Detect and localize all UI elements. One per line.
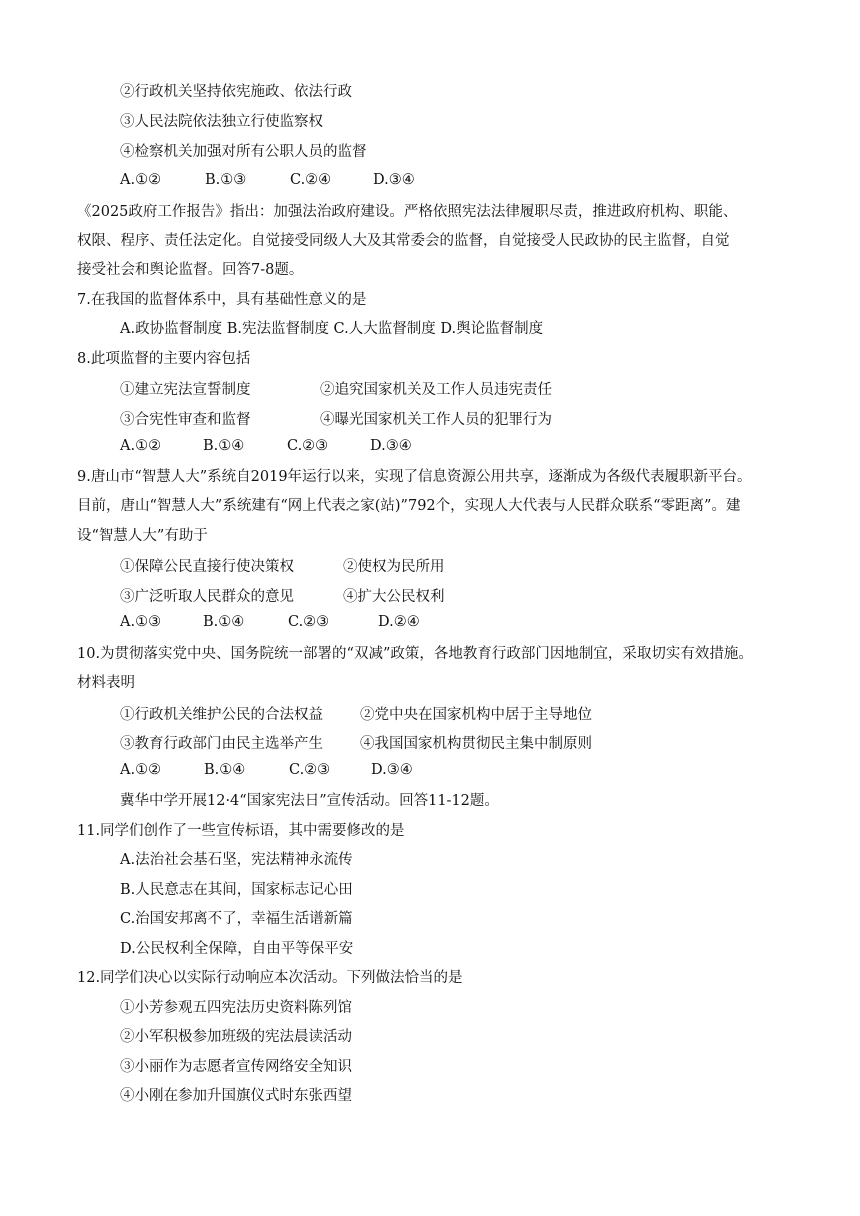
q10-item-4: ④我国国家机构贯彻民主集中制原则 — [360, 736, 592, 752]
material-paragraph-line-2: 权限、程序、责任法定化。自觉接受同级人大及其常委会的监督，自觉接受人民政协的民主监督，自觉 — [77, 233, 730, 249]
q11-choice-b: B.人民意志在其间，国家标志记心田 — [120, 882, 353, 898]
q9-stem-line-2: 目前，唐山“智慧人大”系统建有“网上代表之家(站)”792个，实现人大代表与人民群众联系“零距离”。建 — [77, 498, 741, 514]
q6-choices — [120, 172, 820, 192]
q8-choices — [120, 438, 820, 458]
choice-c: C.②③ — [289, 762, 331, 778]
choice-b: B.①④ — [204, 762, 246, 778]
q12-item-4: ④小刚在参加升国旗仪式时东张西望 — [120, 1088, 352, 1104]
q9-item-4: ④扩大公民权利 — [343, 589, 445, 605]
q10-stem-line-2: 材料表明 — [77, 675, 135, 691]
q10-stem-line-1: 10.为贯彻落实党中央、国务院统一部署的“双减”政策，各地教育行政部门因地制宜，采取切实有效措施。 — [77, 646, 753, 662]
q9-stem-line-3: 设“智慧人大”有助于 — [77, 528, 208, 544]
q11-choice-d: D.公民权利全保障，自由平等保平安 — [120, 941, 354, 957]
q9-item-2: ②使权为民所用 — [343, 559, 445, 575]
q9-choices — [120, 614, 820, 634]
choice-d: D.②④ — [378, 614, 420, 630]
q8-item-1: ①建立宪法宣誓制度 — [120, 382, 251, 398]
q10-items-row-2 — [120, 732, 820, 752]
q6-option-2: ②行政机关坚持依宪施政、依法行政 — [120, 84, 352, 100]
q6-option-3: ③人民法院依法独立行使监察权 — [120, 114, 323, 130]
choice-d: D.③④ — [373, 172, 415, 188]
q9-item-1: ①保障公民直接行使决策权 — [120, 559, 294, 575]
q8-item-2: ②追究国家机关及工作人员违宪责任 — [320, 382, 552, 398]
choice-c: C.②③ — [288, 614, 330, 630]
material-intro-11-12: 冀华中学开展12·4“国家宪法日”宣传活动。回答11-12题。 — [120, 793, 499, 809]
q10-item-1: ①行政机关维护公民的合法权益 — [120, 707, 323, 723]
q6-option-4: ④检察机关加强对所有公职人员的监督 — [120, 144, 367, 160]
q12-stem: 12.同学们决心以实际行动响应本次活动。下列做法恰当的是 — [77, 970, 463, 986]
q11-choice-a: A.法治社会基石坚，宪法精神永流传 — [120, 852, 353, 868]
q10-items-row-1 — [120, 703, 820, 723]
choice-a: A.①② — [120, 172, 162, 188]
choice-d: D.③④ — [370, 438, 412, 454]
q10-item-2: ②党中央在国家机构中居于主导地位 — [360, 707, 592, 723]
choice-c: C.②③ — [287, 438, 329, 454]
q8-items-row-1 — [120, 378, 820, 398]
choice-a: A.①② — [120, 438, 162, 454]
q8-stem: 8.此项监督的主要内容包括 — [77, 351, 251, 367]
choice-c: C.②④ — [290, 172, 332, 188]
choice-a: A.①③ — [120, 614, 162, 630]
q12-item-2: ②小军积极参加班级的宪法晨读活动 — [120, 1029, 352, 1045]
q7-choices: A.政协监督制度 B.宪法监督制度 C.人大监督制度 D.舆论监督制度 — [120, 321, 544, 337]
q12-item-1: ①小芳参观五四宪法历史资料陈列馆 — [120, 1000, 352, 1016]
q8-item-4: ④曝光国家机关工作人员的犯罪行为 — [320, 412, 552, 428]
q7-stem: 7.在我国的监督体系中，具有基础性意义的是 — [77, 292, 367, 308]
q9-stem-line-1: 9.唐山市“智慧人大”系统自2019年运行以来，实现了信息资源公用共享，逐渐成为各级代表履职新平台。 — [77, 469, 752, 485]
choice-a: A.①② — [120, 762, 162, 778]
material-paragraph-line-3: 接受社会和舆论监督。回答7-8题。 — [77, 262, 304, 278]
material-paragraph-line-1: 《2025政府工作报告》指出：加强法治政府建设。严格依照宪法法律履职尽责，推进政府机构、职能、 — [77, 204, 738, 220]
q8-items-row-2 — [120, 408, 820, 428]
q10-choices — [120, 762, 820, 782]
q8-item-3: ③合宪性审查和监督 — [120, 412, 251, 428]
choice-b: B.①④ — [203, 438, 245, 454]
q11-stem: 11.同学们创作了一些宣传标语，其中需要修改的是 — [77, 823, 405, 839]
q9-items-row-1 — [120, 555, 820, 575]
choice-d: D.③④ — [371, 762, 413, 778]
q10-item-3: ③教育行政部门由民主选举产生 — [120, 736, 323, 752]
q12-item-3: ③小丽作为志愿者宣传网络安全知识 — [120, 1059, 352, 1075]
choice-b: B.①③ — [205, 172, 247, 188]
q11-choice-c: C.治国安邦离不了，幸福生活谱新篇 — [120, 911, 353, 927]
q9-item-3: ③广泛听取人民群众的意见 — [120, 589, 294, 605]
q9-items-row-2 — [120, 585, 820, 605]
choice-b: B.①④ — [203, 614, 245, 630]
